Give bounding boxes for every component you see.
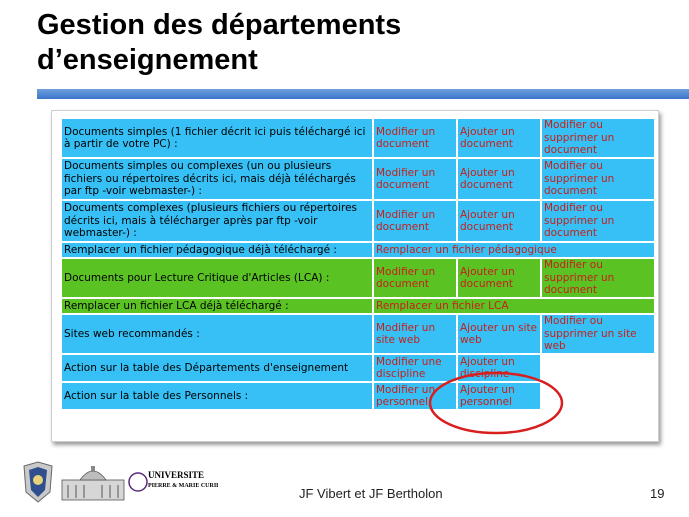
row-description: Documents complexes (plusieurs fichiers ou répertoires décrits ici, mais à télécharger après par ftp -voir webmaster-) : bbox=[62, 201, 372, 241]
row-description: Documents simples ou complexes (un ou plusieurs fichiers ou répertoires décrits ici, mais déjà téléchargés par ftp -voir webmaster-) : bbox=[62, 159, 372, 199]
shield-crest-icon bbox=[24, 462, 52, 502]
logos-group bbox=[18, 458, 218, 508]
add-document-link[interactable]: Ajouter un document bbox=[460, 125, 515, 150]
row-description: Documents pour Lecture Critique d'Articles (LCA) : bbox=[62, 259, 372, 297]
modify-website-link[interactable]: Modifier un site web bbox=[376, 321, 436, 346]
row-description: Action sur la table des Départements d'enseignement bbox=[62, 355, 372, 381]
university-name-line2: PIERRE & MARIE CURIE bbox=[148, 483, 218, 489]
modify-document-link[interactable]: Modifier un document bbox=[376, 125, 436, 150]
add-website-link[interactable]: Ajouter un site web bbox=[460, 321, 538, 346]
add-lca-document-link[interactable]: Ajouter un document bbox=[460, 265, 515, 290]
page-number: 19 bbox=[650, 486, 665, 501]
footer-authors: JF Vibert et JF Bertholon bbox=[299, 486, 443, 501]
modify-delete-document-link[interactable]: Modifier ou supprimer un document bbox=[544, 202, 615, 240]
modify-personnel-link[interactable]: Modifier un personnel bbox=[376, 383, 436, 408]
university-logo bbox=[129, 470, 218, 491]
modify-delete-lca-document-link[interactable]: Modifier ou supprimer un document bbox=[544, 259, 615, 297]
replace-pedagogic-file-link[interactable]: Remplacer un fichier pédagogique bbox=[376, 243, 557, 256]
row-description: Remplacer un fichier pédagogique déjà téléchargé : bbox=[62, 243, 372, 257]
modify-discipline-link[interactable]: Modifier une discipline bbox=[376, 355, 442, 380]
modify-lca-document-link[interactable]: Modifier un document bbox=[376, 265, 436, 290]
modify-delete-website-link[interactable]: Modifier ou supprimer un site web bbox=[544, 315, 637, 353]
add-discipline-link[interactable]: Ajouter un discipline bbox=[460, 355, 515, 380]
footer-logos bbox=[18, 458, 218, 512]
row-description: Documents simples (1 fichier décrit ici puis téléchargé ici à partir de votre PC) : bbox=[62, 119, 372, 157]
building-icon bbox=[62, 466, 124, 500]
add-personnel-link[interactable]: Ajouter un personnel bbox=[460, 383, 515, 408]
modify-delete-document-link[interactable]: Modifier ou supprimer un document bbox=[544, 119, 615, 157]
slide-title-line1: Gestion des départements bbox=[37, 9, 402, 41]
modify-delete-document-link[interactable]: Modifier ou supprimer un document bbox=[544, 160, 615, 198]
modify-document-link[interactable]: Modifier un document bbox=[376, 208, 436, 233]
row-description: Sites web recommandés : bbox=[62, 315, 372, 353]
modify-document-link[interactable]: Modifier un document bbox=[376, 166, 436, 191]
university-name-line1: UNIVERSITE bbox=[148, 470, 205, 480]
replace-lca-file-link[interactable]: Remplacer un fichier LCA bbox=[376, 299, 509, 312]
add-document-link[interactable]: Ajouter un document bbox=[460, 208, 515, 233]
row-description: Remplacer un fichier LCA déjà téléchargé : bbox=[62, 299, 372, 313]
add-document-link[interactable]: Ajouter un document bbox=[460, 166, 515, 191]
row-description: Action sur la table des Personnels : bbox=[62, 383, 372, 409]
slide-title-line2: d’enseignement bbox=[37, 44, 258, 76]
highlight-ellipse bbox=[430, 373, 562, 433]
